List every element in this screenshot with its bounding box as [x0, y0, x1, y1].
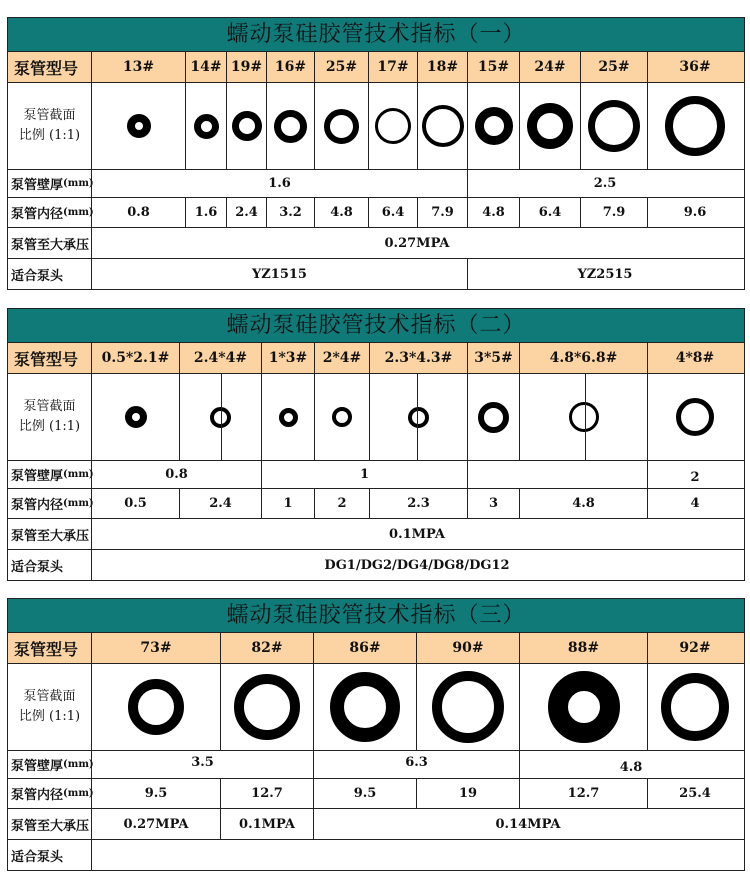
- tube-cross-section: [478, 402, 509, 433]
- model-label: 泵管型号: [8, 52, 92, 82]
- pressure-row: [8, 228, 744, 259]
- inner-cell: 4.8: [519, 489, 647, 518]
- tube-section-cell: [467, 374, 519, 460]
- tube-cross-section: [332, 407, 352, 427]
- inner-cell: 4.8: [467, 198, 519, 227]
- model-cell: 2.3*4.3#: [369, 343, 467, 373]
- divider-line: [585, 374, 586, 460]
- model-label: 泵管型号: [8, 343, 92, 373]
- tube-cross-section: [569, 402, 599, 432]
- tube-cross-section: [432, 671, 504, 743]
- inner-cell: 25.4: [647, 779, 742, 808]
- pressure-label: 泵管至大承压: [8, 519, 92, 549]
- tube-section-cell: [416, 664, 519, 750]
- model-cell: 2.4*4#: [179, 343, 261, 373]
- pressure-cell: 0.1MPA: [389, 526, 445, 542]
- tube-cross-section: [232, 111, 262, 141]
- divider-line: [221, 374, 222, 460]
- spec-table-1: [7, 17, 745, 290]
- inner-row: [8, 489, 744, 519]
- tube-section-cell: [92, 664, 220, 750]
- section-row: [8, 374, 744, 461]
- tube-cross-section: [527, 103, 573, 149]
- model-cell: 25#: [580, 52, 647, 82]
- tube-cross-section: [194, 114, 219, 139]
- inner-row: [8, 779, 744, 809]
- wall-row: [8, 461, 744, 489]
- inner-label: 泵管内径 (mm): [8, 198, 92, 227]
- pressure-cell: 0.27MPA: [123, 816, 189, 832]
- wall-row: [8, 170, 744, 198]
- inner-cell: 1.6: [185, 198, 226, 227]
- tube-cross-section: [661, 673, 729, 741]
- model-cell: 17#: [368, 52, 417, 82]
- wall-cell: 4.8: [519, 751, 742, 778]
- tube-cross-section: [234, 674, 300, 740]
- section-label: 泵管截面 比例 (1:1): [8, 374, 92, 460]
- tube-cross-section: [422, 105, 464, 147]
- model-cell: 16#: [266, 52, 314, 82]
- section-row: [8, 664, 744, 751]
- wall-label: 泵管壁厚 (mm): [8, 461, 92, 488]
- wall-cell: 3.5: [191, 755, 214, 770]
- head-row: [8, 550, 744, 580]
- head-row: [8, 840, 744, 870]
- table-3-title: 蠕动泵硅胶管技术指标（三）: [8, 599, 744, 633]
- tube-section-cell: [314, 374, 369, 460]
- table-2-title: 蠕动泵硅胶管技术指标（二）: [8, 309, 744, 343]
- head-label: 适合泵头: [8, 259, 92, 289]
- tube-section-cell: [369, 374, 467, 460]
- tube-section-cell: [92, 374, 179, 460]
- pressure-cell: 0.14MPA: [313, 809, 742, 839]
- inner-cell: 2: [314, 489, 369, 518]
- tube-cross-section: [588, 100, 640, 152]
- inner-cell: 12.7: [519, 779, 647, 808]
- spec-table-3: [7, 598, 745, 871]
- head-cell: YZ1515: [252, 266, 307, 282]
- tube-section-cell: [647, 83, 742, 169]
- wall-cell: 2.5: [467, 170, 742, 197]
- wall-cell: 6.3: [313, 751, 519, 778]
- tube-section-cell: [519, 664, 647, 750]
- tube-section-cell: [179, 374, 261, 460]
- inner-cell: 4: [647, 489, 742, 518]
- model-cell: 73#: [140, 640, 172, 656]
- head-label: 适合泵头: [8, 550, 92, 580]
- wall-label: 泵管壁厚 (mm): [8, 751, 92, 778]
- tube-cross-section: [548, 671, 620, 743]
- tube-section-cell: [519, 374, 647, 460]
- divider-line: [417, 374, 418, 460]
- tube-cross-section: [330, 672, 400, 742]
- inner-cell: 3.2: [266, 198, 314, 227]
- tube-cross-section: [676, 398, 714, 436]
- tube-cross-section: [324, 109, 359, 144]
- head-cell: [92, 840, 742, 870]
- model-row: [8, 343, 744, 374]
- inner-cell: 0.5: [124, 496, 147, 511]
- tube-section-cell: [519, 83, 580, 169]
- tube-section-cell: [467, 83, 519, 169]
- inner-cell: 7.9: [580, 198, 647, 227]
- tube-cross-section: [127, 114, 151, 138]
- tube-cross-section: [125, 406, 147, 428]
- inner-cell: 3: [467, 489, 519, 518]
- model-cell: 86#: [313, 633, 416, 663]
- tube-section-cell: [368, 83, 417, 169]
- head-label: 适合泵头: [8, 840, 92, 870]
- tube-section-cell: [647, 664, 742, 750]
- model-cell: 1*3#: [261, 343, 314, 373]
- model-cell: 88#: [519, 633, 647, 663]
- model-cell: 15#: [467, 52, 519, 82]
- head-cell: DG1/DG2/DG4/DG8/DG12: [324, 557, 510, 573]
- wall-cell: [519, 461, 647, 488]
- model-cell: 3*5#: [467, 343, 519, 373]
- tube-cross-section: [279, 408, 298, 427]
- pressure-row: [8, 809, 744, 840]
- inner-cell: 4.8: [314, 198, 368, 227]
- wall-row: [8, 751, 744, 779]
- model-cell: 0.5*2.1#: [101, 350, 170, 366]
- tube-section-cell: [185, 83, 226, 169]
- inner-cell: 6.4: [368, 198, 417, 227]
- inner-cell: 9.5: [144, 786, 168, 801]
- inner-row: [8, 198, 744, 228]
- tube-cross-section: [665, 96, 725, 156]
- model-cell: 24#: [519, 52, 580, 82]
- tube-section-cell: [580, 83, 647, 169]
- wall-cell: 1.6: [268, 176, 291, 191]
- inner-label: 泵管内径 (mm): [8, 489, 92, 518]
- table-1-title: 蠕动泵硅胶管技术指标（一）: [8, 18, 744, 52]
- tube-section-cell: [314, 83, 368, 169]
- model-row: [8, 52, 744, 83]
- tube-cross-section: [408, 407, 429, 428]
- model-cell: 92#: [647, 633, 742, 663]
- head-cell: YZ2515: [467, 259, 742, 289]
- tube-section-cell: [313, 664, 416, 750]
- inner-cell: 1: [261, 489, 314, 518]
- model-cell: 82#: [220, 633, 313, 663]
- pressure-label: 泵管至大承压: [8, 228, 92, 258]
- inner-cell: 2.4: [226, 198, 266, 227]
- wall-cell: 2: [647, 461, 742, 488]
- wall-cell: 0.8: [165, 467, 188, 482]
- tube-cross-section: [375, 108, 411, 144]
- pressure-cell: 0.1MPA: [220, 809, 313, 839]
- pressure-label: 泵管至大承压: [8, 809, 92, 839]
- inner-cell: 7.9: [417, 198, 467, 227]
- tube-section-cell: [647, 374, 742, 460]
- tube-section-cell: [266, 83, 314, 169]
- inner-cell: 6.4: [519, 198, 580, 227]
- model-cell: 19#: [226, 52, 266, 82]
- model-cell: 14#: [185, 52, 226, 82]
- tube-cross-section: [128, 679, 184, 735]
- inner-cell: 9.5: [313, 779, 416, 808]
- inner-cell: 19: [416, 779, 519, 808]
- model-cell: 13#: [122, 59, 155, 75]
- model-cell: 4*8#: [647, 343, 742, 373]
- tube-section-cell: [226, 83, 266, 169]
- inner-label: 泵管内径 (mm): [8, 779, 92, 808]
- tube-section-cell: [417, 83, 467, 169]
- model-cell: 36#: [647, 52, 742, 82]
- inner-cell: 0.8: [127, 205, 150, 220]
- tube-cross-section: [475, 107, 513, 145]
- inner-cell: 2.4: [179, 489, 261, 518]
- model-cell: 18#: [417, 52, 467, 82]
- wall-cell: 1: [261, 461, 467, 488]
- model-cell: 4.8*6.8#: [519, 343, 647, 373]
- inner-cell: 12.7: [220, 779, 313, 808]
- section-label: 泵管截面 比例 (1:1): [8, 664, 92, 750]
- section-row: [8, 83, 744, 170]
- inner-cell: 9.6: [647, 198, 742, 227]
- wall-label: 泵管壁厚 (mm): [8, 170, 92, 197]
- model-cell: 2*4#: [314, 343, 369, 373]
- spec-table-2: [7, 308, 745, 581]
- tube-section-cell: [92, 83, 185, 169]
- model-row: [8, 633, 744, 664]
- tube-section-cell: [220, 664, 313, 750]
- section-label: 泵管截面 比例 (1:1): [8, 83, 92, 169]
- model-label: 泵管型号: [8, 633, 92, 663]
- inner-cell: 2.3: [369, 489, 467, 518]
- tube-section-cell: [261, 374, 314, 460]
- head-row: [8, 259, 744, 289]
- wall-cell: [467, 461, 519, 488]
- model-cell: 90#: [416, 633, 519, 663]
- pressure-row: [8, 519, 744, 550]
- model-cell: 25#: [314, 52, 368, 82]
- tube-cross-section: [274, 110, 307, 143]
- pressure-cell: 0.27MPA: [384, 235, 450, 251]
